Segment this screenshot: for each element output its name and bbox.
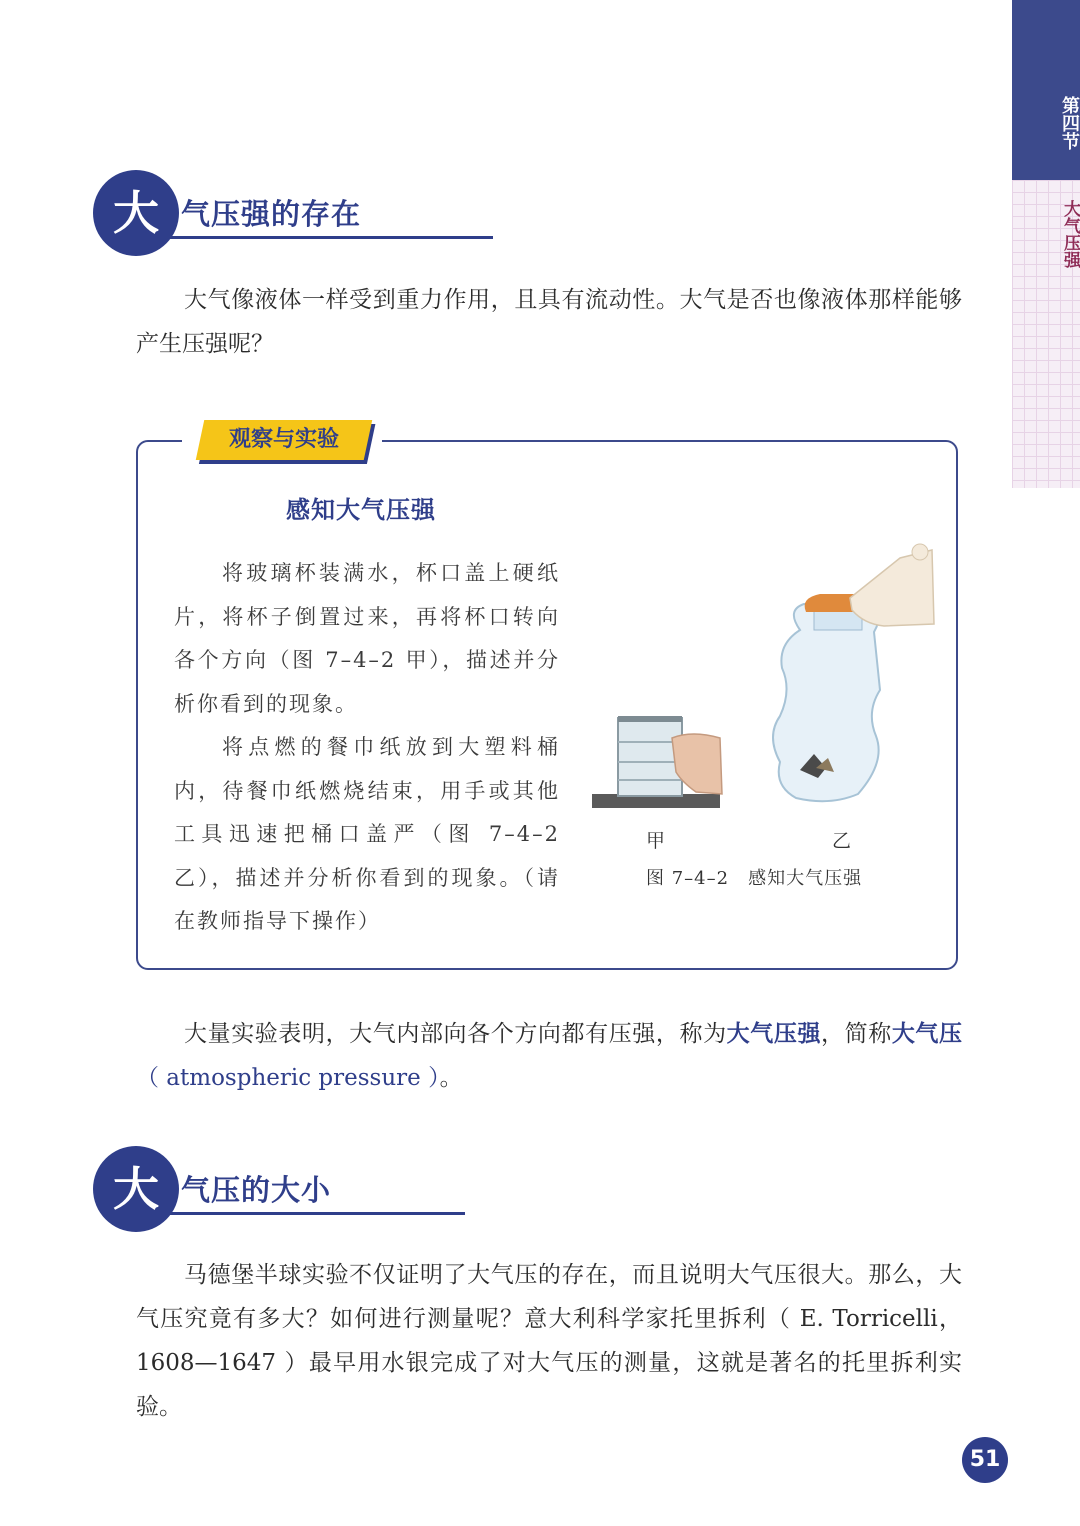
experiment-paragraph-1: 将玻璃杯装满水，杯口盖上硬纸片，将杯子倒置过来，再将杯口转向各个方向（图 7–4–2 甲），描述并分析你看到的现象。 xyxy=(174,561,560,716)
english-term: （ atmospheric pressure ） xyxy=(136,1065,440,1091)
conclusion-end: 。 xyxy=(439,1065,463,1091)
observation-label: 观察与实验 xyxy=(228,427,339,452)
heading-text: 气压强的存在 xyxy=(181,197,362,231)
heading-text: 气压的大小 xyxy=(181,1173,332,1207)
experiment-paragraph-2: 将点燃的餐巾纸放到大塑料桶内，待餐巾纸燃烧结束，用手或其他工具迅速把桶口盖严（图 7–4–2 乙），描述并分析你看到的现象。（请在教师指导下操作） xyxy=(174,735,560,933)
crushed-bottle-photo xyxy=(760,540,936,812)
heading-initial-circle: 大 xyxy=(93,170,179,256)
conclusion-paragraph xyxy=(136,1012,962,1100)
term-atmospheric-pressure: 大气压强 xyxy=(726,1021,822,1047)
experiment-title: 感知大气压强 xyxy=(286,496,436,524)
figure-label-b: 乙 xyxy=(832,830,852,852)
side-tab-chapter: 第四节 xyxy=(1059,96,1080,150)
heading-underline xyxy=(163,236,493,239)
heading-underline xyxy=(163,1212,465,1215)
figure-caption: 图 7–4–2 感知大气压强 xyxy=(646,868,863,889)
chapter-side-tab xyxy=(1012,0,1080,488)
heading-initial-circle: 大 xyxy=(93,1146,179,1232)
intro-paragraph: 大气像液体一样受到重力作用，且具有流动性。大气是否也像液体那样能够产生压强呢？ xyxy=(136,287,962,357)
side-tab-topic: 大气压强 xyxy=(1060,200,1080,268)
section-heading-existence xyxy=(93,170,413,260)
side-tab-dark-block xyxy=(1012,0,1080,180)
conclusion-text-2: ，简称 xyxy=(821,1021,892,1047)
glass-of-water-photo xyxy=(592,712,724,812)
page-number: 51 xyxy=(962,1437,1008,1483)
section-heading-magnitude xyxy=(93,1146,413,1236)
magnitude-paragraph: 马德堡半球实验不仅证明了大气压的存在，而且说明大气压很大。那么，大气压究竟有多大？如何进行测量呢？意大利科学家托里拆利（ E. Torricelli，1608—1647 ）最早用水银完成了对大气压的测量，这就是著名的托里拆利实验。 xyxy=(136,1262,962,1420)
term-short: 大气压 xyxy=(891,1021,962,1047)
conclusion-text-1: 大量实验表明，大气内部向各个方向都有压强，称为 xyxy=(184,1021,727,1047)
figure-label-a: 甲 xyxy=(646,830,666,852)
